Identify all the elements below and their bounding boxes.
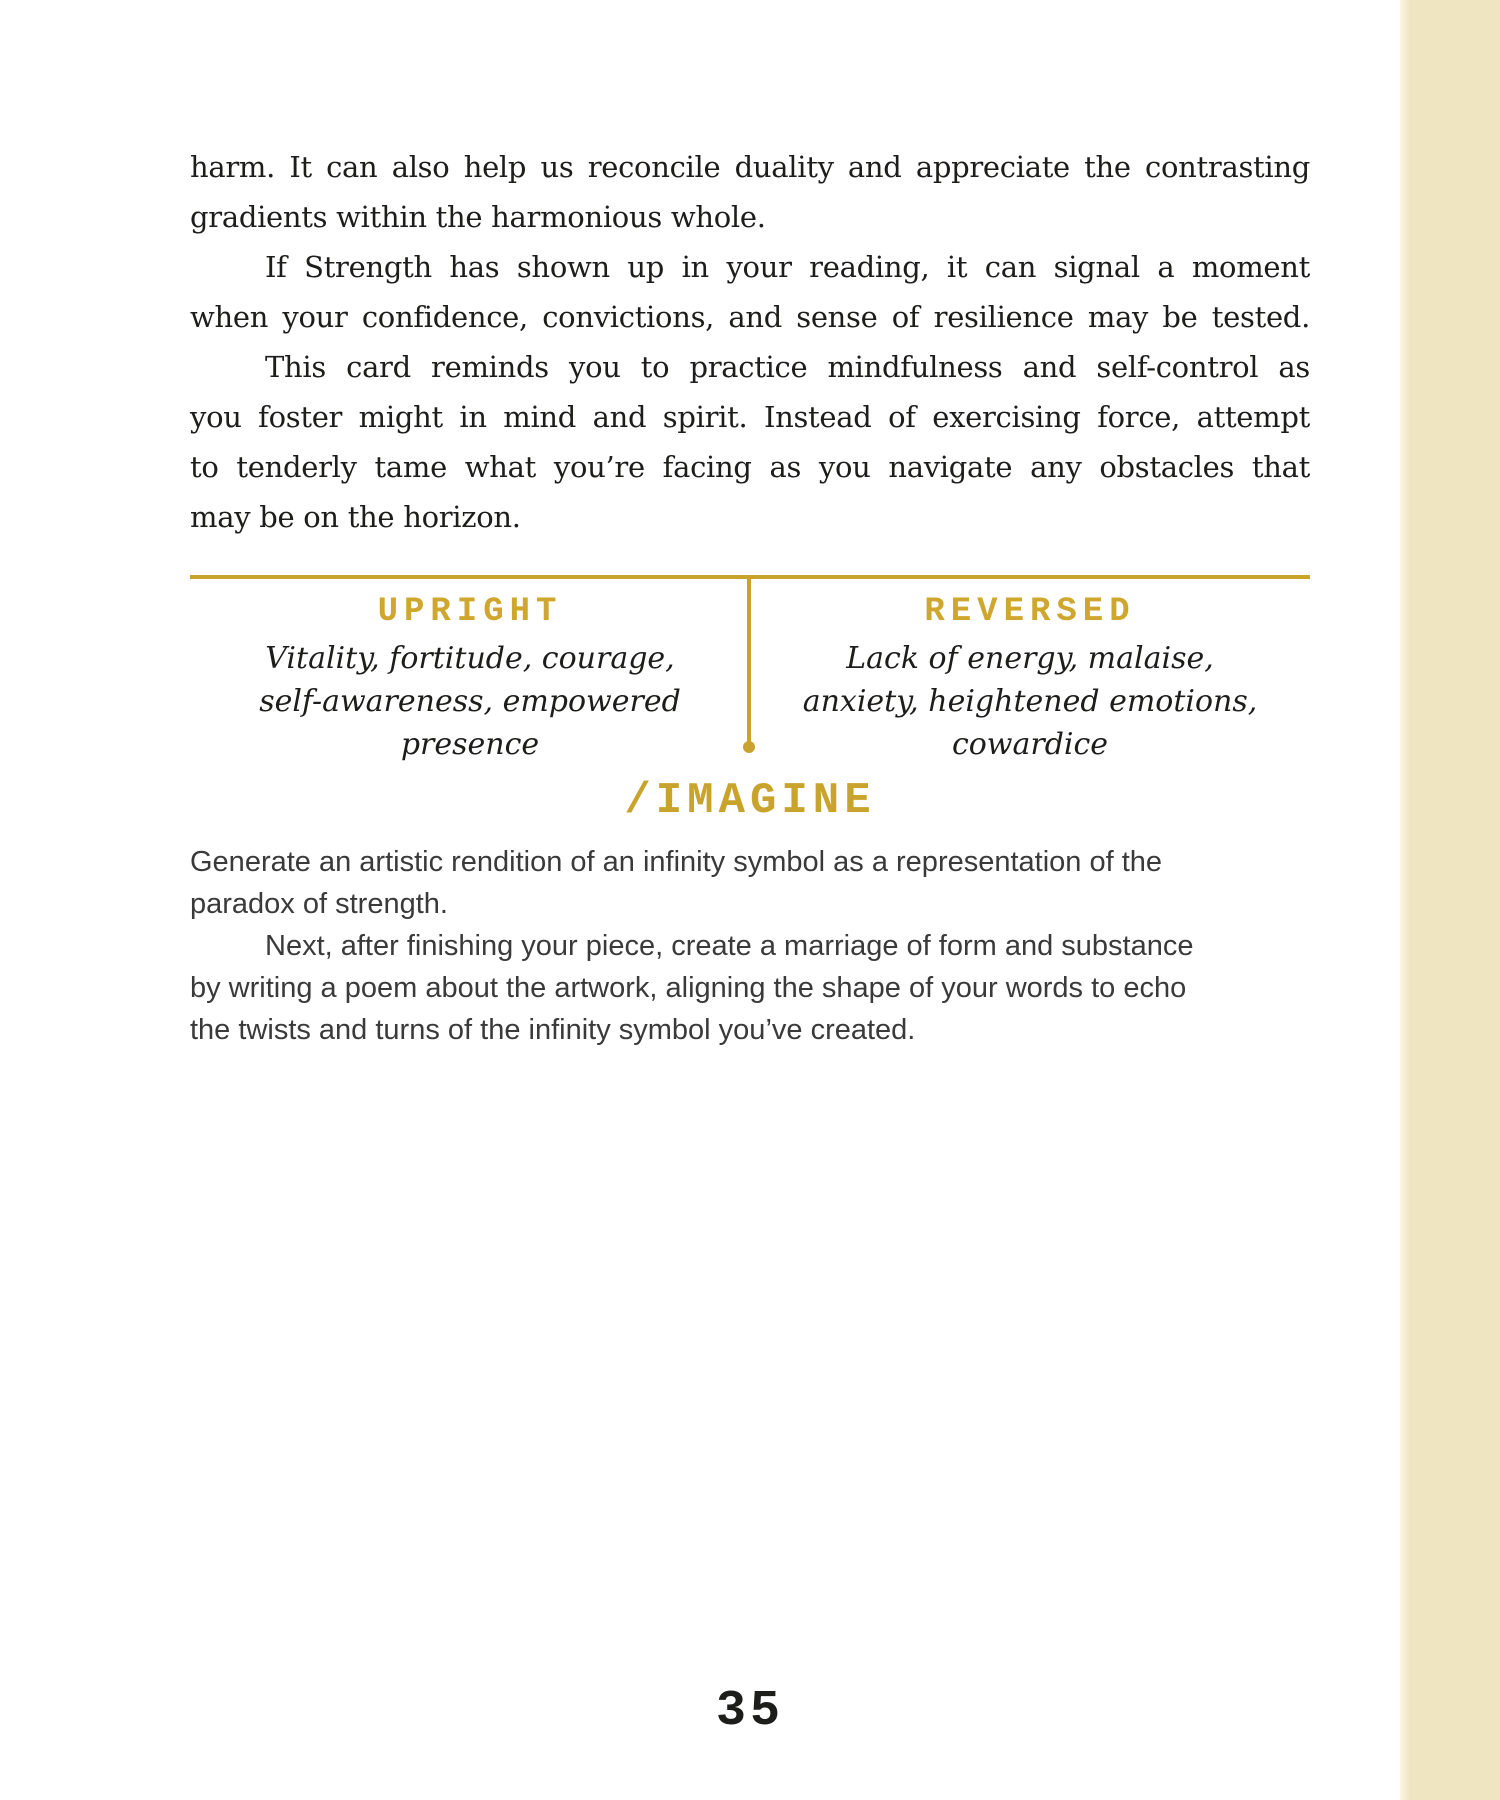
- intro-line: harm. It can also help us reconcile duality and appreciate the contrasting: [190, 150, 1310, 184]
- imagine-line: by writing a poem about the artwork, aligning the shape of your words to echo: [190, 972, 1187, 1004]
- reversed-keywords: [750, 637, 1310, 766]
- intro-line: gradients within the harmonious whole.: [190, 200, 766, 234]
- page-edge-band: [1400, 0, 1500, 1800]
- imagine-line: the twists and turns of the infinity symbol you’ve created.: [190, 1014, 916, 1046]
- reversed-keyword-line: Lack of energy, malaise,: [846, 641, 1214, 676]
- imagine-paragraphs: [190, 841, 1310, 1051]
- upright-heading: UPRIGHT: [377, 593, 563, 631]
- reversed-heading: REVERSED: [924, 593, 1136, 631]
- upright-keyword-line: Vitality, fortitude, courage,: [265, 641, 675, 676]
- intro-line: to tenderly tame what you’re facing as you navigate any obstacles that: [190, 450, 1310, 484]
- intro-line: If Strength has shown up in your reading, it can signal a moment: [265, 250, 1310, 284]
- reversed-keyword-line: anxiety, heightened emotions,: [802, 684, 1258, 719]
- upright-keyword-line: self-awareness, empowered: [259, 684, 681, 719]
- page-content: [190, 0, 1310, 1800]
- intro-line: may be on the horizon.: [190, 500, 521, 534]
- imagine-line: Generate an artistic rendition of an infinity symbol as a representation of the: [190, 846, 1163, 878]
- intro-line: when your confidence, convictions, and sense of resilience may be tested.: [190, 300, 1310, 334]
- reversed-column: [750, 593, 1310, 766]
- upright-column: [190, 593, 750, 766]
- upright-keywords: [190, 637, 750, 766]
- reversed-keyword-line: cowardice: [951, 727, 1109, 762]
- imagine-heading: /IMAGINE: [624, 776, 876, 826]
- intro-line: you foster might in mind and spirit. Instead of exercising force, attempt: [190, 400, 1310, 434]
- intro-line: This card reminds you to practice mindfulness and self-control as: [265, 350, 1310, 384]
- intro-paragraphs: [190, 142, 1310, 542]
- imagine-line: Next, after finishing your piece, create a marriage of form and substance: [265, 930, 1194, 962]
- imagine-line: paradox of strength.: [190, 888, 448, 920]
- upright-keyword-line: presence: [400, 727, 540, 762]
- page-number: 35: [715, 1683, 784, 1740]
